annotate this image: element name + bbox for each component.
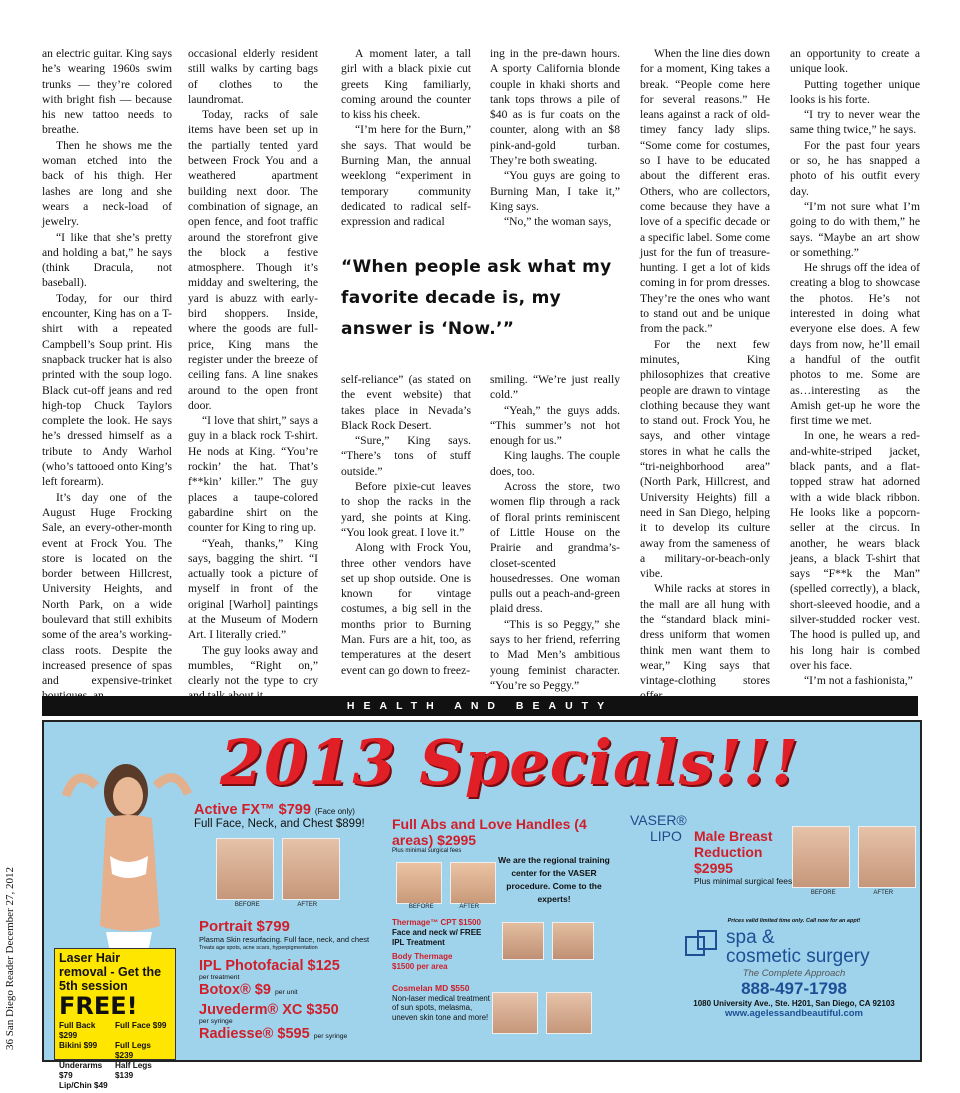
after-caption: AFTER bbox=[297, 902, 318, 908]
botox-heading bbox=[199, 982, 379, 998]
juvederm-offer bbox=[199, 1002, 379, 1025]
cosmelan-heading: Cosmelan MD $550 bbox=[392, 983, 470, 993]
ipl-sub: per treatment bbox=[199, 974, 240, 981]
after-photo bbox=[282, 838, 340, 900]
paragraph: The guy looks away and mumbles, “Right on,” clearly not the type to cry bbox=[188, 643, 318, 688]
full-abs-offer bbox=[392, 816, 602, 854]
active-fx-heading bbox=[194, 802, 384, 818]
body-thermage-heading: Body Thermage bbox=[392, 952, 453, 961]
article-column-6 bbox=[790, 46, 920, 688]
paragraph: occasional elderly resident still walks by carting bags of clothes to the laundromat. bbox=[188, 47, 318, 106]
paragraph: smiling. “We’re just really cold.” bbox=[490, 373, 620, 402]
paragraph: While racks at stores in the mall are all hung with the “standard black mini-dress uniform that women think men want them to wear,” King says that vintage-clothing stores bbox=[640, 582, 770, 688]
offer-price: $799 bbox=[256, 918, 290, 935]
regional-center-text: We are the regional training center for the VASER procedure. Come to the experts! bbox=[498, 855, 610, 904]
paragraph: King laughs. The couple does, too. bbox=[490, 449, 620, 478]
before-caption: BEFORE bbox=[234, 902, 260, 908]
juvederm-heading bbox=[199, 1002, 379, 1018]
laser-item: Lip/Chin $49 bbox=[59, 1081, 108, 1090]
paragraph: “I’m not a fashionista,” bbox=[804, 674, 913, 688]
website-link[interactable]: www.agelessandbeautiful.com bbox=[725, 1008, 863, 1019]
portrait-offer bbox=[199, 918, 379, 953]
after-photo bbox=[858, 826, 916, 888]
offer-price: $350 bbox=[306, 1002, 339, 1018]
before-photo bbox=[792, 826, 850, 888]
botox-offer bbox=[199, 982, 379, 998]
paragraph: In one, he wears a red-and-white-striped jacket, black pants, and a flat-topped straw hat adorned with a wide black ribbon. He looks like a popcorn-seller at the circus. In another, he wears black jeans, a black T-shirt that says “F**k the Man” (spelled correctly), a black, short-sleeved hoodie, and a silver-studded rocker vest. The hood is pulled up, and his long hair is combed over his face. bbox=[790, 429, 920, 672]
after-caption: AFTER bbox=[873, 890, 894, 896]
before-photo bbox=[216, 838, 274, 900]
paragraph: For the past four years or so, he has snapped a photo of his outfit every day. bbox=[790, 138, 920, 198]
spa-name-2: cosmetic surgery bbox=[726, 946, 870, 967]
offer-note: (Face only) bbox=[314, 807, 355, 816]
thermage-before-after bbox=[502, 922, 594, 960]
paragraph: Before pixie-cut leaves to shop the racks in the yard, she points at King. “You look great. I love it.” bbox=[341, 480, 471, 539]
laser-item: Bikini $99 bbox=[59, 1041, 98, 1050]
vaser-brand: VASER® bbox=[630, 812, 687, 828]
paragraph: “I’m not sure what I’m going to do with them,” he says. “Maybe an art show or something.” bbox=[790, 199, 920, 259]
offer-name: Full Abs and Love Handles (4 areas) bbox=[392, 816, 587, 848]
paragraph: Then he shows me the woman etched into the back of his thigh. Her lashes are long and she wears a neck-load of jewelry. bbox=[42, 138, 172, 229]
paragraph: Across the store, two women flip through a rack of floral prints reminiscent of Little House on the Prairie and grandma’s-closet-scented housedresses. One woman pulls out a peach-and-green plaid dress. bbox=[490, 480, 620, 616]
before-caption: BEFORE bbox=[408, 904, 434, 910]
laser-title: Laser Hair removal - Get the 5th session bbox=[59, 951, 162, 993]
paragraph: Along with Frock You, three other vendors have set up shop outside. One is known for vintage costumes, a big sell in the months prior to Burning Man. Furs are a hit, too, as temperatures at the desert event can go down to freez- bbox=[341, 541, 471, 677]
after-photo bbox=[552, 922, 594, 960]
article-column-2 bbox=[188, 46, 318, 688]
paragraph: “I try to never wear the same thing twice,” he says. bbox=[790, 108, 920, 137]
paragraph: “I like that she’s pretty and holding a bat,” he says (think Dracula, not baseball). bbox=[42, 230, 172, 290]
paragraph: “I’m here for the Burn,” she says. That would be Burning Man, the annual weeklong “experiment in temporary community dedicated to radical self-expression and radical bbox=[341, 123, 471, 229]
vaser-brand-2: LIPO bbox=[650, 828, 682, 844]
paragraph: ing in the pre-dawn hours. A sporty California blonde couple in khaki shorts and tank tops throws a pile of $40 as is fur coats on the counter, along with an $8 pink-and-gold turban. They’re both sweating. bbox=[490, 47, 620, 168]
page-folio bbox=[4, 867, 30, 1050]
article-column-1 bbox=[42, 46, 172, 688]
laser-price-list bbox=[55, 1019, 175, 1093]
spa-contact-block bbox=[674, 918, 914, 1019]
pull-quote: “When people ask what my favorite decade is, my answer is ‘Now.’” bbox=[341, 257, 612, 339]
ipl-offer bbox=[199, 958, 379, 981]
article-column-4-top bbox=[490, 46, 620, 236]
spa-logo-icon bbox=[684, 929, 720, 965]
folio-text: 36 San Diego Reader December 27, 2012 bbox=[4, 867, 16, 1050]
article-column-3-bottom bbox=[341, 372, 471, 682]
before-photo bbox=[396, 862, 442, 904]
advertisement bbox=[42, 720, 922, 1090]
laser-free: FREE! bbox=[59, 992, 138, 1020]
spa-name-1: spa & bbox=[726, 927, 775, 948]
validity-note: Prices valid limited time only. Call now for an appt! bbox=[727, 918, 861, 924]
male-breast-sub: Plus minimal surgical fees bbox=[694, 876, 793, 886]
paragraph: “Yeah, thanks,” King says, bagging the shirt. “I actually took a picture of myself in front of the original [Warhol] paintings at the Museum of Modern Art. I literally cried.” bbox=[188, 536, 318, 642]
paragraph: For the next few minutes, King philosophizes that creative people are drawn to vintage clothing because they want to stand out. Frock You, he says, and other vintage stores in what he calls the “tri-neighborhood area” (North Park, Hillcrest, and University Heights) fill a need in San Diego, helping it to develop its culture away from the sameness of a military-or-beach-only vibe. bbox=[640, 337, 770, 581]
paragraph: “You guys are going to Burning Man, I take it,” King says. bbox=[490, 169, 620, 213]
chest-before-after bbox=[792, 826, 916, 888]
before-caption: BEFORE bbox=[810, 890, 836, 896]
face-before-after bbox=[216, 838, 340, 900]
paragraph: It’s day one of the August Huge Frocking Sale, an every-other-month event at Frock You. The store is located on the border between Hillcrest, University Heights, and North Park, on a wide boulevard that still exhibits some of the area’s working-class roots. Despite the increased presence of spas and expensive-trinket bbox=[42, 490, 172, 688]
before-photo bbox=[492, 992, 538, 1034]
laser-item: Full Legs $239 bbox=[115, 1041, 151, 1060]
after-caption: AFTER bbox=[459, 904, 480, 910]
male-breast-price: $2995 bbox=[694, 860, 733, 876]
full-abs-note: Plus minimal surgical fees bbox=[392, 848, 462, 854]
laser-item: Underarms $79 bbox=[59, 1061, 103, 1080]
paragraph: “This is so Peggy,” she says to her friend, referring to Mad Men’s ambitious young feminist character. “You’re so Peggy.” bbox=[490, 617, 620, 692]
thermage-heading: Thermage™ CPT $1500 bbox=[392, 918, 481, 927]
offer-name: Active FX™ bbox=[194, 802, 275, 818]
paragraph: Putting together unique looks is his forte. bbox=[790, 77, 920, 106]
before-photo bbox=[502, 922, 544, 960]
ipl-heading bbox=[199, 958, 379, 974]
photo-captions bbox=[216, 902, 336, 908]
portrait-sub: Plasma Skin resurfacing. Full face, neck, and chest bbox=[199, 935, 370, 944]
active-fx-offer bbox=[194, 802, 384, 830]
paragraph: “Yeah,” the guys adds. “This summer’s not hot enough for us.” bbox=[490, 403, 620, 448]
vaser-logo bbox=[630, 812, 700, 852]
offer-unit: per syringe bbox=[313, 1033, 348, 1040]
juvederm-sub: per syringe bbox=[199, 1018, 233, 1025]
laser-item: Full Back $299 bbox=[59, 1021, 96, 1040]
ad-headline: 2013 Specials!!! bbox=[220, 726, 800, 799]
spa-tagline: The Complete Approach bbox=[742, 968, 846, 979]
offer-price: $9 bbox=[254, 982, 271, 998]
offer-price: $125 bbox=[307, 958, 340, 974]
section-label: HEALTH AND BEAUTY bbox=[42, 696, 918, 716]
after-photo bbox=[546, 992, 592, 1034]
offer-name: Portrait bbox=[199, 918, 253, 935]
offer-price: $799 bbox=[278, 802, 311, 818]
offer-price: $2995 bbox=[437, 832, 477, 848]
laser-item: Half Legs $139 bbox=[115, 1061, 152, 1080]
offer-name: Radiesse® bbox=[199, 1026, 274, 1042]
article-column-3-top bbox=[341, 46, 471, 236]
body-thermage-offer bbox=[392, 952, 492, 972]
paragraph: “Sure,” King says. “There’s tons of stuff outside.” bbox=[341, 434, 471, 478]
paragraph: Today, racks of sale items have been set up in the partially tented yard between Frock You and a weathered apartment building next door. The combination of signage, an open fence, and foot traffic around the storefront give the block a festive atmosphere. Though it’s midday and sweltering, the yard is abuzz with early-bird shoppers. Inside, where the goods are full-price, King mans the register under the breeze of ceiling fans. A line snakes around to the open front door. bbox=[188, 108, 318, 412]
male-breast-offer bbox=[694, 828, 794, 887]
photo-captions bbox=[792, 890, 912, 896]
paragraph: A moment later, a tall girl with a black pixie cut greets King familiarly, coming around the counter to kiss his cheek. bbox=[341, 47, 471, 122]
paragraph: He shrugs off the idea of creating a blog to showcase the photos. He’s not interested in doing what everyone else does. A few days from now, he’ll email a handful of the outfit photos to me. Some are as…interesting as the Amish get-up he wore the first time we met. bbox=[790, 261, 920, 428]
radiesse-offer bbox=[199, 1026, 379, 1042]
paragraph: an electric guitar. King says he’s wearing 1960s swim trunks — they’re colored with bright fish — because his new tattoo needs to breathe. bbox=[42, 47, 172, 137]
thermage-sub: Face and neck w/ FREE IPL Treatment bbox=[392, 928, 482, 947]
paragraph: Today, for our third encounter, King has on a T-shirt with a repeated Campbell’s Soup print. His snapback trucker hat is also printed with the soup logo. Black cut-off jeans and red high-top Chuck Taylors complete the look. He says he’s dressed himself as a tribute to Andy Warhol (who’s tattooed onto King’s left forearm). bbox=[42, 291, 172, 489]
cosmelan-offer bbox=[392, 984, 492, 1022]
paragraph: “I love that shirt,” says a guy in a black rock T-shirt. He nods at King. “You’re rockin’ the hat. That’s f**kin’ killer.” The guy places a taupe-colored gabardine shirt on the counter for King to ring up. bbox=[188, 414, 318, 535]
offer-name: Botox® bbox=[199, 982, 251, 998]
portrait-heading bbox=[199, 918, 379, 935]
after-photo bbox=[450, 862, 496, 904]
male-breast-heading: Male Breast Reduction bbox=[694, 828, 773, 860]
full-abs-heading bbox=[392, 816, 602, 848]
abs-before-after bbox=[396, 862, 496, 904]
phone-number[interactable]: 888-497-1798 bbox=[741, 979, 847, 998]
photo-captions bbox=[396, 904, 492, 910]
article-column-5 bbox=[640, 46, 770, 688]
thermage-offer bbox=[392, 918, 492, 948]
active-fx-sub: Full Face, Neck, and Chest $899! bbox=[194, 818, 365, 830]
address: 1080 University Ave., Ste. H201, San Diego, CA 92103 bbox=[693, 999, 895, 1008]
radiesse-heading bbox=[199, 1026, 379, 1042]
cosmelan-sub: Non-laser medical treatment of sun spots, melasma, uneven skin tone and more! bbox=[392, 993, 490, 1022]
laser-item: Full Face $99 bbox=[115, 1021, 167, 1030]
paragraph: “No,” the woman says, bbox=[504, 215, 612, 229]
paragraph: an opportunity to create a unique look. bbox=[790, 47, 920, 76]
paragraph: self-reliance” (as stated on the event website) that takes place in Nevada’s Black Rock Desert. bbox=[341, 373, 471, 432]
offer-name: IPL Photofacial bbox=[199, 958, 304, 974]
offer-unit: per unit bbox=[274, 989, 298, 996]
offer-price: $595 bbox=[277, 1026, 310, 1042]
cosmelan-before-after bbox=[492, 992, 592, 1034]
laser-hair-removal-box bbox=[54, 948, 176, 1090]
portrait-sub2: Treats age spots, acne scars, hyperpigmentation bbox=[199, 945, 318, 951]
paragraph: When the line dies down for a moment, King takes a break. “People come here for several reasons.” He leans against a rack of old-timey fancy lady slips. “Some come for costumes, so I have to be educated about the different eras. Others, who are collectors, come because they have a love of a specific decade or a specific label. Some come just for the fun of treasure-hunting. I get a lot of kids coming in for prom dresses. They’re the ones who want to stand out and be unique from the pack.” bbox=[640, 47, 770, 336]
body-thermage-sub: $1500 per area bbox=[392, 962, 448, 971]
article-column-4-bottom bbox=[490, 372, 620, 692]
offer-name: Juvederm® XC bbox=[199, 1002, 303, 1018]
spa-logo bbox=[674, 928, 914, 966]
